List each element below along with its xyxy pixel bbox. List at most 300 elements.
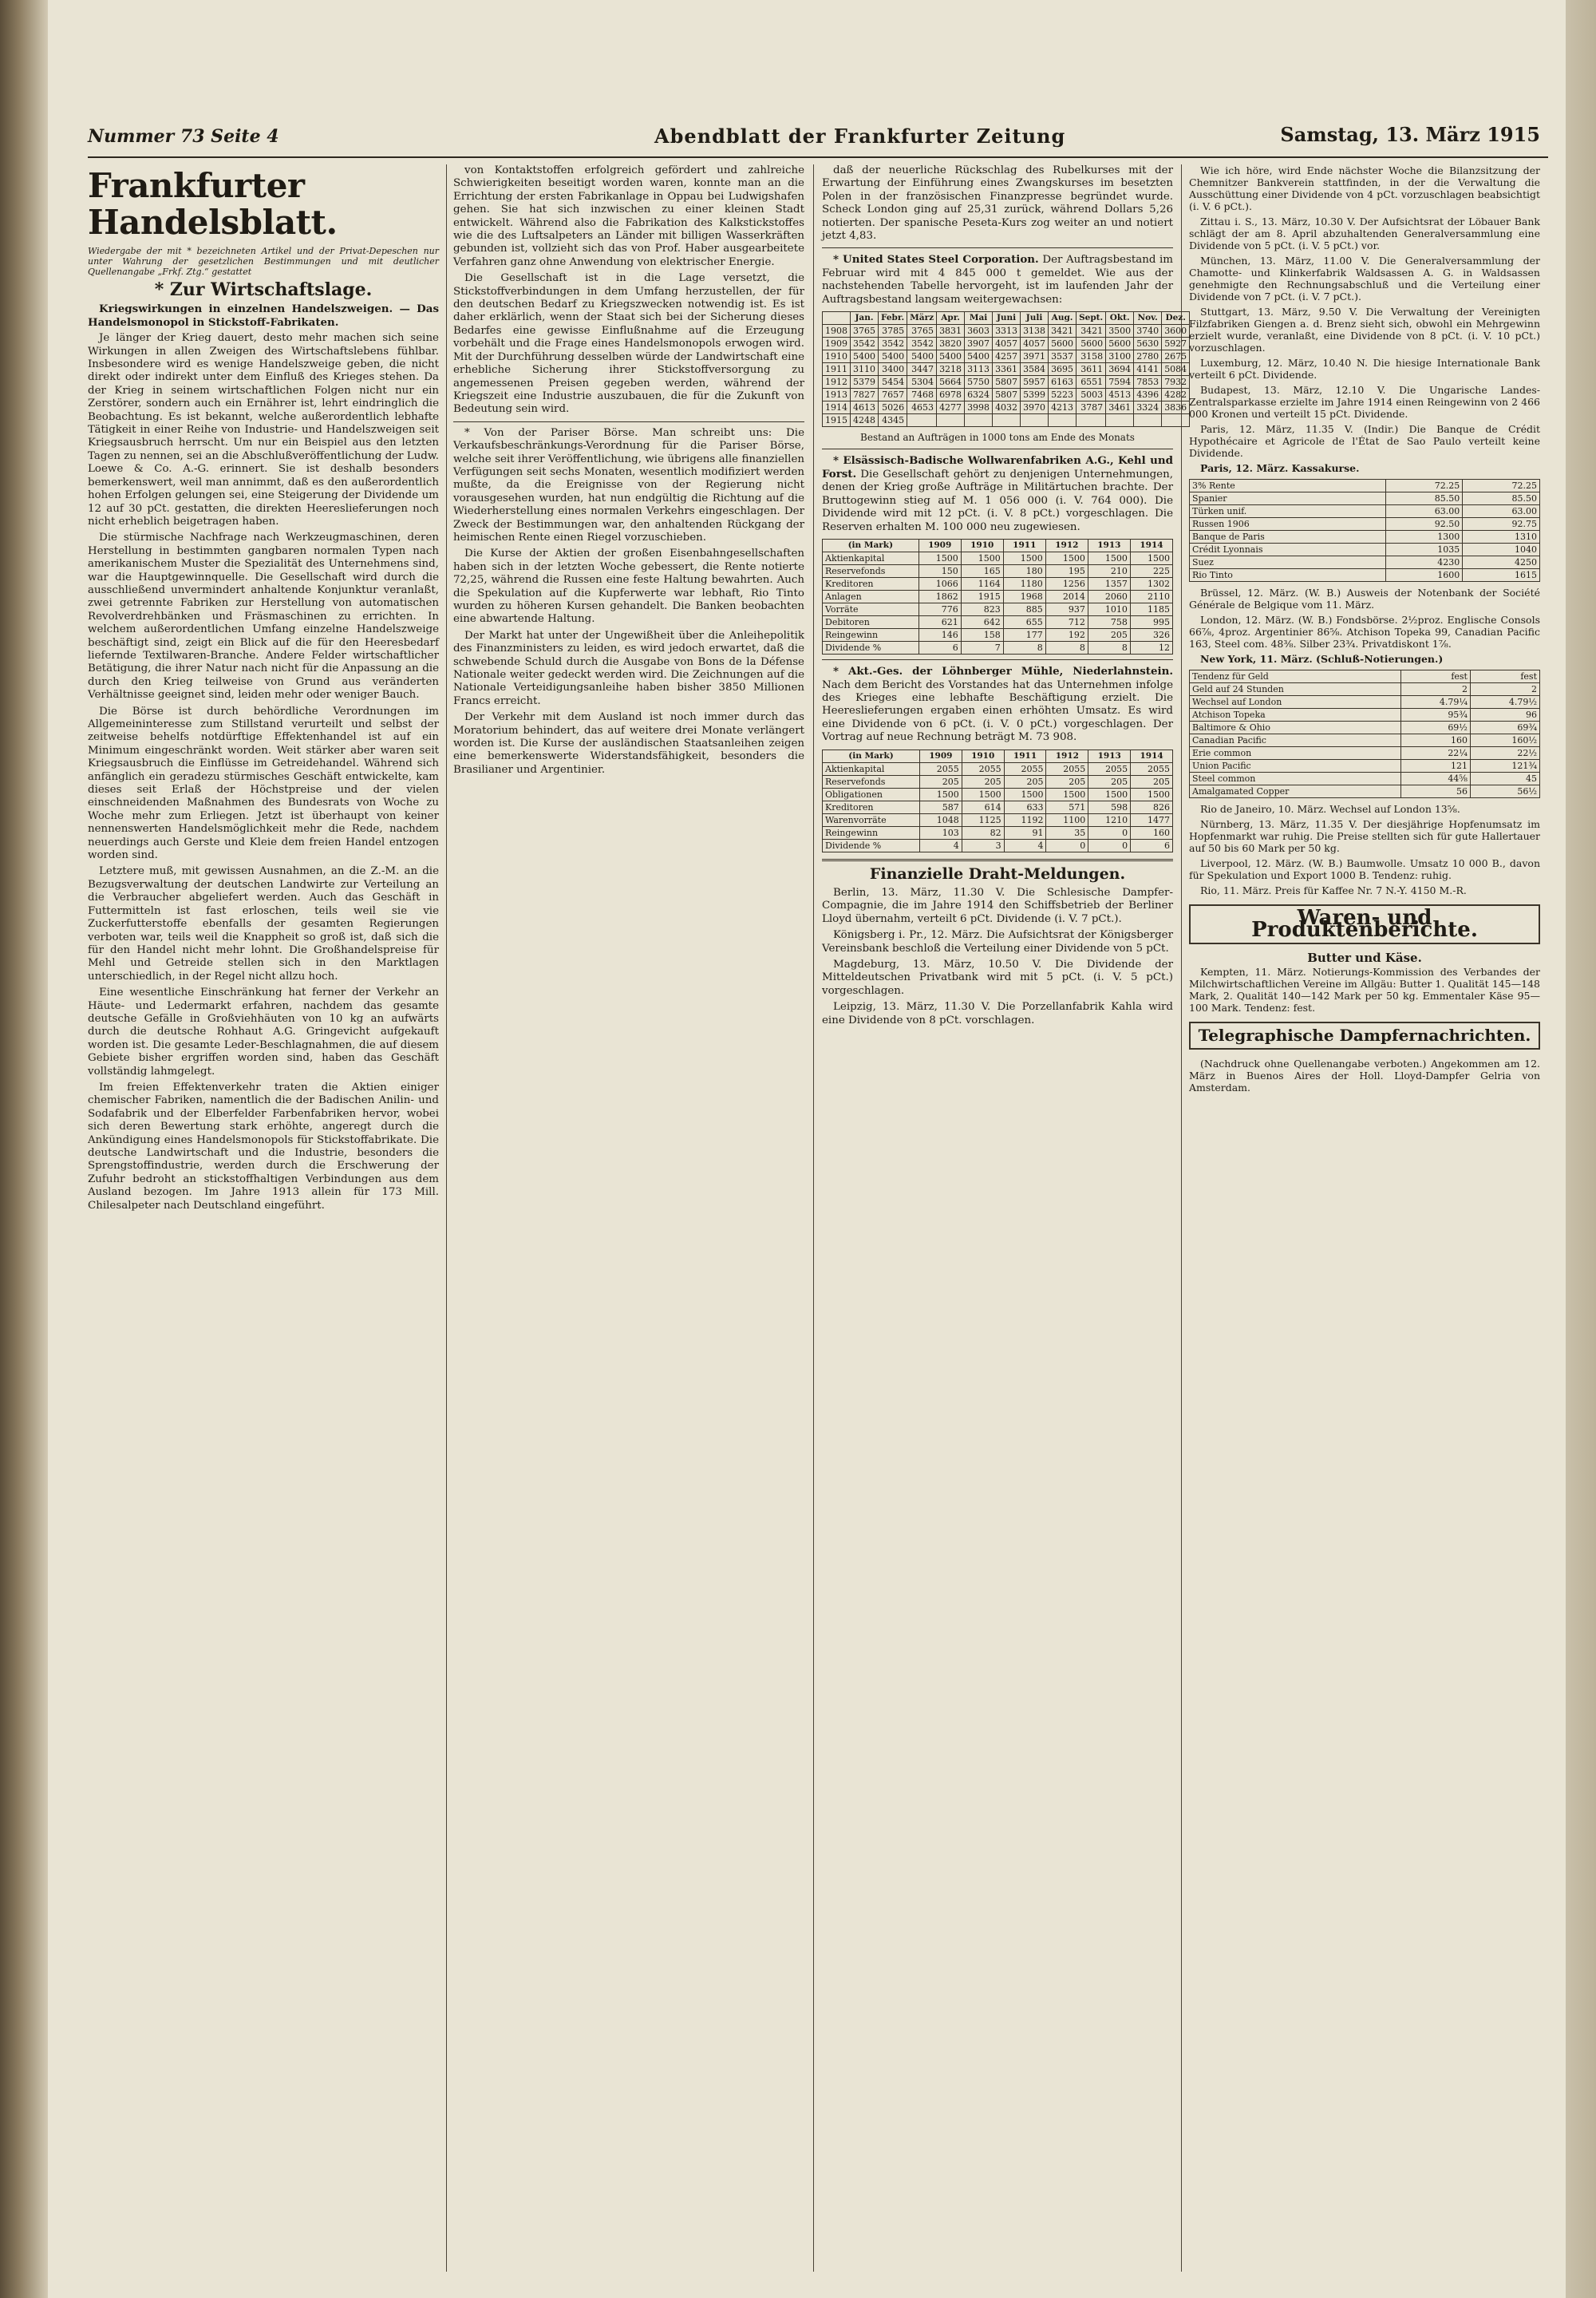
table-cell: 1185 xyxy=(1130,603,1172,616)
table-cell: 205 xyxy=(1004,775,1046,788)
table-cell: 3542 xyxy=(879,338,907,350)
news-item: Budapest, 13. März, 12.10 V. Die Ungarische Landes-Zentralsparkasse erzielte im Jahre 1914 einen Reingewinn von 2 466 000 Kronen und verteilt 15 pCt. Dividende. xyxy=(1189,384,1540,420)
table-cell: 3158 xyxy=(1077,350,1106,363)
table-cell: 642 xyxy=(961,616,1003,629)
table-cell: 146 xyxy=(918,629,961,642)
table-cell: Wechsel auf London xyxy=(1190,696,1401,709)
table-cell: 205 xyxy=(1131,775,1173,788)
article-text: Nach dem Bericht des Vorstandes hat das Unternehmen infolge des Krieges eine lebhafte Beschäftigung erzielt. Die Heereslieferungen ergaben einen erhöhten Umsatz. Es wird eine Dividende von 6 pCt. (i. V. 0 pCt.) vorgeschlagen. Der Vortrag auf neue Rechnung beträgt M. 73 908. xyxy=(822,678,1173,744)
table-row xyxy=(823,389,1190,401)
table-cell: 2055 xyxy=(962,762,1004,775)
scan-next-page-edge xyxy=(1566,0,1596,2298)
table-cell: Banque de Paris xyxy=(1190,531,1386,544)
table-cell: 1500 xyxy=(1130,552,1172,565)
table-cell: 5664 xyxy=(937,376,965,389)
table-cell: 3447 xyxy=(907,363,937,376)
table-cell: 1909 xyxy=(823,338,851,350)
table-cell: 160 xyxy=(1400,734,1470,747)
table-cell: 4250 xyxy=(1463,556,1540,569)
table-cell: 4277 xyxy=(937,401,965,414)
table-cell: 210 xyxy=(1088,565,1130,578)
news-item: Königsberg i. Pr., 12. März. Die Aufsichtsrat der Königsberger Vereinsbank beschloß die Verteilung einer Dividende von 5 pCt. xyxy=(822,929,1173,955)
table-cell: 5807 xyxy=(993,389,1021,401)
table-header-cell: Apr. xyxy=(937,312,965,325)
table-cell: 4032 xyxy=(993,401,1021,414)
table-cell: 1911 xyxy=(823,363,851,376)
table-cell: 5084 xyxy=(1162,363,1190,376)
table-cell xyxy=(1049,414,1077,427)
table-cell: 758 xyxy=(1088,616,1130,629)
table-cell: 7 xyxy=(961,642,1003,655)
table-cell xyxy=(1134,414,1162,427)
table-cell: 5400 xyxy=(879,350,907,363)
paragraph: Die Kurse der Aktien der großen Eisenbahngesellschaften haben sich in der letzten Woche gebessert, die Rente notierte 72,25, während die Russen eine feste Haltung bewahrten. Auch die Spekulation auf die Kupferwerte war lebhaft, Rio Tinto wurden zu höheren Kursen gehandelt. Die Banken beobachten eine abwartende Haltung. xyxy=(453,548,804,626)
quote-row xyxy=(1190,531,1540,544)
table-cell: Reingewinn xyxy=(823,629,919,642)
table-cell: 3611 xyxy=(1077,363,1106,376)
table-cell: 7932 xyxy=(1162,376,1190,389)
table-cell: 776 xyxy=(918,603,961,616)
table-cell: 5400 xyxy=(851,350,879,363)
news-item: Brüssel, 12. März. (W. B.) Ausweis der Notenbank der Société Générale de Belgique vom 11. März. xyxy=(1189,587,1540,611)
column-rule xyxy=(1181,164,1182,2272)
table-cell: 5223 xyxy=(1049,389,1077,401)
table-cell: 56½ xyxy=(1470,785,1539,798)
table-cell: 2675 xyxy=(1162,350,1190,363)
table-cell: 3836 xyxy=(1162,401,1190,414)
column-3 xyxy=(822,164,1187,2272)
paragraph: Der Verkehr mit dem Ausland ist noch immer durch das Moratorium behindert, das auf weitere drei Monate verlängert worden ist. Die Kurse der ausländischen Staatsanleihen zeigen eine bemerkenswerte Widerstandsfähigkeit, besonders die Brasilianer und Argentinier. xyxy=(453,711,804,776)
table-cell: 205 xyxy=(1088,775,1131,788)
table-row xyxy=(823,826,1173,839)
table-cell: 3542 xyxy=(907,338,937,350)
woll-balance-table xyxy=(822,539,1173,655)
table-cell: 5400 xyxy=(907,350,937,363)
table-cell: 5750 xyxy=(965,376,993,389)
table-row xyxy=(823,762,1173,775)
quote-row xyxy=(1190,683,1540,696)
table-cell: 205 xyxy=(1046,775,1088,788)
table-cell xyxy=(907,414,937,427)
table-row xyxy=(823,839,1173,852)
article-divider xyxy=(453,421,804,422)
table-cell: 1164 xyxy=(961,578,1003,591)
table-cell: 1914 xyxy=(823,401,851,414)
table-cell: 69½ xyxy=(1400,722,1470,734)
table-cell: 5399 xyxy=(1021,389,1049,401)
table-cell: 3218 xyxy=(937,363,965,376)
table-cell: 2 xyxy=(1400,683,1470,696)
quote-heading: Paris, 12. März. Kassakurse. xyxy=(1200,462,1360,474)
table-cell: 1500 xyxy=(1088,552,1130,565)
paragraph: Die Gesellschaft ist in die Lage versetzt, die Stickstoffverbindungen in dem Umfang herzustellen, der für den deutschen Bedarf zu Kriegszwecken notwendig ist. Es ist daher erklärlich, wenn der Staat sich bei der Sicherung dieses Bedarfes eine gewisse Einflußnahme auf die Erzeugung vorbehält und die Frage eines Handelsmonopols erwogen wird. Mit der Durchführung desselben würde der Landwirtschaft eine erhebliche Sicherung ihrer Stickstoffversorgung zu angemessenen Preisen gegeben werden, während der Kriegszeit eine Industrie auszubauen, die für die Zukunft von Bedeutung sein wird. xyxy=(453,272,804,416)
table-cell: 121 xyxy=(1400,760,1470,773)
table-cell: Kreditoren xyxy=(823,578,919,591)
column-rule xyxy=(813,164,814,2272)
quote-row xyxy=(1190,747,1540,760)
table-cell: 121¾ xyxy=(1470,760,1539,773)
article-text: Der Auftragsbestand im Februar wird mit 4 845 000 t gemeldet. Wie aus der nachstehenden Tabelle hervorgeht, ist im laufenden Jahr der Auftragsbestand langsam weitergewachsen: xyxy=(822,254,1173,306)
quote-row xyxy=(1190,773,1540,785)
table-cell xyxy=(937,414,965,427)
table-header-cell: Sept. xyxy=(1077,312,1106,325)
news-item: Rio, 11. März. Preis für Kaffee Nr. 7 N.-Y. 4150 M.-R. xyxy=(1200,884,1467,896)
table-header-cell: 1909 xyxy=(918,540,961,552)
table-cell: 2780 xyxy=(1134,350,1162,363)
table-cell: 823 xyxy=(961,603,1003,616)
table-cell: 1915 xyxy=(823,414,851,427)
news-item: München, 13. März, 11.00 V. Die Generalversammlung der Chamotte- und Klinkerfabrik Waldsassen A. G. in Waldsassen genehmigte den Rechnungsabschluß und die Verteilung einer Dividende von 7 pCt. (i. V. 7 pCt.). xyxy=(1189,255,1540,303)
table-cell: 205 xyxy=(962,775,1004,788)
table-cell: 5927 xyxy=(1162,338,1190,350)
table-cell: 7594 xyxy=(1106,376,1134,389)
table-cell: 35 xyxy=(1046,826,1088,839)
table-header-cell: 1910 xyxy=(961,540,1003,552)
table-header-cell: 1914 xyxy=(1131,750,1173,762)
table-cell: 1500 xyxy=(919,788,962,801)
paris-quotes-table xyxy=(1189,479,1540,582)
table-row xyxy=(823,325,1190,338)
table-cell: 4653 xyxy=(907,401,937,414)
table-cell: 1862 xyxy=(918,591,961,603)
table-cell: 92.75 xyxy=(1463,518,1540,531)
table-cell: 6551 xyxy=(1077,376,1106,389)
table-cell: 2060 xyxy=(1088,591,1130,603)
table-cell: 150 xyxy=(918,565,961,578)
issue-date: Samstag, 13. März 1915 xyxy=(1280,123,1540,146)
section-heading: Butter und Käse. xyxy=(1307,951,1422,965)
table-row xyxy=(823,591,1173,603)
table-cell: 3600 xyxy=(1162,325,1190,338)
table-cell: 85.50 xyxy=(1385,492,1463,505)
table-cell: 4513 xyxy=(1106,389,1134,401)
table-row xyxy=(823,338,1190,350)
table-row xyxy=(823,552,1173,565)
table-cell: Reingewinn xyxy=(823,826,920,839)
table-cell: 158 xyxy=(961,629,1003,642)
table-cell: Türken unif. xyxy=(1190,505,1386,518)
table-cell: 7468 xyxy=(907,389,937,401)
table-cell: 1500 xyxy=(1088,788,1131,801)
table-header-cell: 1909 xyxy=(919,750,962,762)
table-cell: 3324 xyxy=(1134,401,1162,414)
table-cell: 4213 xyxy=(1049,401,1077,414)
quote-row xyxy=(1190,569,1540,582)
table-cell: 6 xyxy=(1131,839,1173,852)
table-row xyxy=(823,801,1173,813)
quote-row xyxy=(1190,544,1540,556)
table-cell: 1357 xyxy=(1088,578,1130,591)
table-cell: Erie common xyxy=(1190,747,1401,760)
table-cell: 614 xyxy=(962,801,1004,813)
waren-box xyxy=(1189,904,1540,944)
table-cell xyxy=(1077,414,1106,427)
table-cell: 1300 xyxy=(1385,531,1463,544)
news-item: Paris, 12. März, 11.35 V. (Indir.) Die Banque de Crédit Hypothécaire et Agricole de l'État de Sao Paulo verteilt keine Dividende. xyxy=(1189,423,1540,459)
table-cell: 6 xyxy=(918,642,961,655)
table-cell: 1615 xyxy=(1463,569,1540,582)
article-heading: * Akt.-Ges. der Löhnberger Mühle, Niederlahnstein. xyxy=(833,665,1173,678)
article-heading: Kriegswirkungen in einzelnen Handelszweigen. — Das Handelsmonopol in Stickstoff-Fabrikaten. xyxy=(88,303,439,329)
quote-row xyxy=(1190,709,1540,722)
table-cell: 3 xyxy=(962,839,1004,852)
table-cell: Steel common xyxy=(1190,773,1401,785)
table-cell: 1302 xyxy=(1130,578,1172,591)
table-cell: 1913 xyxy=(823,389,851,401)
table-cell: Reservefonds xyxy=(823,775,920,788)
quote-heading: New York, 11. März. (Schluß-Notierungen.) xyxy=(1200,653,1444,665)
table-cell: 3820 xyxy=(937,338,965,350)
table-cell: 5400 xyxy=(937,350,965,363)
table-cell: 165 xyxy=(961,565,1003,578)
news-item: London, 12. März. (W. B.) Fondsbörse. 2½proz. Englische Consols 66⅞, 4proz. Argentinier 86⅝. Atchison Topeka 99, Canadian Pacific 163, Steel com. 48⅜. Silber 23¾. Privatdiskont 1⅞. xyxy=(1189,614,1540,650)
table-cell: 72.25 xyxy=(1385,480,1463,492)
table-cell: 5003 xyxy=(1077,389,1106,401)
table-cell: 3694 xyxy=(1106,363,1134,376)
table-cell: 4 xyxy=(919,839,962,852)
table-cell: 4396 xyxy=(1134,389,1162,401)
table-header-cell: 1914 xyxy=(1130,540,1172,552)
table-cell: 3765 xyxy=(907,325,937,338)
table-cell: 8 xyxy=(1045,642,1088,655)
news-item: Zittau i. S., 13. März, 10.30 V. Der Aufsichtsrat der Löbauer Bank schlägt der am 8. April abzuhaltenden Generalversammlung eine Dividende von 5 pCt. (i. V. 5 pCt.) vor. xyxy=(1189,216,1540,251)
table-cell: 82 xyxy=(962,826,1004,839)
table-cell: Suez xyxy=(1190,556,1386,569)
section-heading: Finanzielle Draht-Meldungen. xyxy=(869,864,1126,883)
table-cell: 4.79¼ xyxy=(1400,696,1470,709)
table-cell: Dividende % xyxy=(823,839,920,852)
quote-row xyxy=(1190,492,1540,505)
table-cell: Obligationen xyxy=(823,788,920,801)
table-row xyxy=(823,616,1173,629)
newspaper-title: Abendblatt der Frankfurter Zeitung xyxy=(654,125,1066,148)
article-divider xyxy=(822,659,1173,660)
table-cell: 4282 xyxy=(1162,389,1190,401)
table-row xyxy=(823,401,1190,414)
table-row xyxy=(823,603,1173,616)
table-cell: 1500 xyxy=(1131,788,1173,801)
table-cell: 587 xyxy=(919,801,962,813)
table-cell: 1125 xyxy=(962,813,1004,826)
table-row xyxy=(823,813,1173,826)
paragraph: Der Markt hat unter der Ungewißheit über die Anleihepolitik des Finanzministers zu leiden, es wird jedoch erwartet, daß die schwebende Schuld durch die Ausgabe von Bons de la Défense Nationale weiter gedeckt werden wird. Die Zeichnungen auf die Nationale Verteidigungsanleihe haben bisher 3850 Millionen Francs erreicht. xyxy=(453,629,804,707)
paragraph: * Von der Pariser Börse. Man schreibt uns: Die Verkaufsbeschränkungs-Verordnung für die Pariser Börse, welche seit ihrer Veröffentlichung, wie übrigens alle finanziellen Verfügungen seit sechs Monaten, wesentlich modifiziert werden mußte, da die Ereignisse von der Regierung nicht vorausgesehen wurden, hat nun endgültig die Richtung auf die Wiederherstellung eines normalen Verkehrs eingeschlagen. Der Zweck der Bestimmungen war, den anhaltenden Rückgang der heimischen Rente einen Riegel vorzuschieben. xyxy=(453,426,804,544)
table-cell: 1500 xyxy=(918,552,961,565)
table-cell: 6978 xyxy=(937,389,965,401)
column-1 xyxy=(88,164,439,2272)
table-cell: Tendenz für Geld xyxy=(1190,670,1401,683)
table-cell: 3542 xyxy=(851,338,879,350)
table-cell: 92.50 xyxy=(1385,518,1463,531)
table-header-cell: März xyxy=(907,312,937,325)
table-cell: 3603 xyxy=(965,325,993,338)
section-divider xyxy=(822,859,1173,861)
table-cell: 2014 xyxy=(1045,591,1088,603)
quote-row xyxy=(1190,696,1540,709)
table-cell: fest xyxy=(1400,670,1470,683)
table-cell: 621 xyxy=(918,616,961,629)
quote-row xyxy=(1190,785,1540,798)
table-cell: Crédit Lyonnais xyxy=(1190,544,1386,556)
table-cell xyxy=(1021,414,1049,427)
table-cell: 91 xyxy=(1004,826,1046,839)
table-header-cell: Juni xyxy=(993,312,1021,325)
quote-row xyxy=(1190,556,1540,569)
table-cell: 3740 xyxy=(1134,325,1162,338)
page-number: Nummer 73 Seite 4 xyxy=(88,126,279,147)
table-row xyxy=(823,363,1190,376)
table-cell: 3998 xyxy=(965,401,993,414)
table-cell: 1500 xyxy=(961,552,1003,565)
table-cell: Amalgamated Copper xyxy=(1190,785,1401,798)
table-cell: 45 xyxy=(1470,773,1539,785)
table-cell: 72.25 xyxy=(1463,480,1540,492)
table-cell: 1915 xyxy=(961,591,1003,603)
table-header-cell: 1911 xyxy=(1004,750,1046,762)
table-cell: 160 xyxy=(1131,826,1173,839)
table-cell: 2110 xyxy=(1130,591,1172,603)
page-header xyxy=(88,120,1548,158)
table-cell: 5807 xyxy=(993,376,1021,389)
table-header-cell: 1910 xyxy=(962,750,1004,762)
table-cell: 885 xyxy=(1003,603,1045,616)
table-row xyxy=(823,565,1173,578)
table-header-cell: Nov. xyxy=(1134,312,1162,325)
table-cell: Rio Tinto xyxy=(1190,569,1386,582)
table-cell: 7827 xyxy=(851,389,879,401)
lohn-balance-table xyxy=(822,750,1173,852)
table-cell: 571 xyxy=(1046,801,1088,813)
table-cell: 85.50 xyxy=(1463,492,1540,505)
table-cell: 655 xyxy=(1003,616,1045,629)
table-cell: 3785 xyxy=(879,325,907,338)
table-cell: 598 xyxy=(1088,801,1131,813)
table-cell: 177 xyxy=(1003,629,1045,642)
telegraph-box xyxy=(1189,1022,1540,1050)
table-cell: 3313 xyxy=(993,325,1021,338)
table-cell: Baltimore & Ohio xyxy=(1190,722,1401,734)
paragraph: Die stürmische Nachfrage nach Werkzeugmaschinen, deren Herstellung in bestimmten gangbaren normalen Typen nach amerikanischem Muster die Spezialität des Unternehmens sind, war die Hauptgewinnquelle. Die Gesellschaft wird durch die ausschließend unvermindert anhaltende Konjunktur veranlaßt, zwei getrennte Fabriken zur Herstellung von automatischen Revolverdrehbänken und Fräsmaschinen zu errichten. In welchem außerordentlichen Umfang einzelne Handelszweige beschäftigt sind, zeigt ein Blick auf die für den Heeresbedarf liefernde Textilwaren-Branche. Andere Felder wirtschaftlicher Betätigung, die ihrer Natur nach nicht für die Anpassung an die durch den Krieg teilweise von Grund aus veränderten Verhältnisse geeignet sind, leiden mehr oder weniger Bauch. xyxy=(88,532,439,702)
table-cell: 63.00 xyxy=(1463,505,1540,518)
table-cell: 3971 xyxy=(1021,350,1049,363)
table-cell: 225 xyxy=(1130,565,1172,578)
table-header-cell: Jan. xyxy=(851,312,879,325)
news-item: Nürnberg, 13. März, 11.35 V. Der diesjährige Hopfenumsatz im Hopfenmarkt war ruhig. Die Preise stellten sich für gute Hallertauer auf 50 bis 60 Mark per 50 kg. xyxy=(1189,818,1540,854)
table-cell: 3907 xyxy=(965,338,993,350)
news-item: Liverpool, 12. März. (W. B.) Baumwolle. Umsatz 10 000 B., davon für Spekulation und Export 1000 B. Tendenz: ruhig. xyxy=(1189,857,1540,881)
article-heading: * Elsässisch-Badische Wollwarenfabriken A.G., Kehl und Forst. xyxy=(822,453,1173,481)
paragraph: Im freien Effektenverkehr traten die Aktien einiger chemischer Fabriken, namentlich die der Badischen Anilin- und Sodafabrik und der Elberfelder Farbenfabriken hervor, wobei sich deren Bewertung stark erhöhte, angeregt durch die Ankündigung eines Handelsmonopols für Stickstoffabrikate. Die deutsche Landwirtschaft und die Industrie, besonders die Sprengstoffindustrie, werden durch die Erschwerung der Zufuhr bedroht an stickstoffhaltigen Verbindungen aus dem Ausland bezogen. Im Jahre 1913 allein für 173 Mill. Chilesalpeter nach Deutschland eingeführt. xyxy=(88,1081,439,1212)
column-2 xyxy=(453,164,804,2272)
scan-binding-shadow xyxy=(0,0,48,2298)
table-cell: 1912 xyxy=(823,376,851,389)
table-cell: 937 xyxy=(1045,603,1088,616)
table-cell: 4257 xyxy=(993,350,1021,363)
table-cell: 5630 xyxy=(1134,338,1162,350)
table-cell xyxy=(965,414,993,427)
table-header-cell: Mai xyxy=(965,312,993,325)
table-cell: 1035 xyxy=(1385,544,1463,556)
table-cell: 1910 xyxy=(823,350,851,363)
table-cell: 1010 xyxy=(1088,603,1130,616)
table-cell: 1310 xyxy=(1463,531,1540,544)
table-cell xyxy=(993,414,1021,427)
table-cell: 1500 xyxy=(1003,552,1045,565)
table-cell: 4057 xyxy=(993,338,1021,350)
table-cell: 69¾ xyxy=(1470,722,1539,734)
table-cell: 1048 xyxy=(919,813,962,826)
table-cell: 712 xyxy=(1045,616,1088,629)
section-heading: * Zur Wirtschaftslage. xyxy=(154,279,373,300)
table-cell xyxy=(1106,414,1134,427)
table-cell: 1100 xyxy=(1046,813,1088,826)
table-cell: 3765 xyxy=(851,325,879,338)
table-row xyxy=(823,414,1190,427)
table-cell: 5379 xyxy=(851,376,879,389)
table-cell: 205 xyxy=(919,775,962,788)
news-item: Rio de Janeiro, 10. März. Wechsel auf London 13⅝. xyxy=(1200,803,1460,815)
table-cell: 3584 xyxy=(1021,363,1049,376)
table-row xyxy=(823,788,1173,801)
table-cell: 96 xyxy=(1470,709,1539,722)
table-cell: 826 xyxy=(1131,801,1173,813)
table-header-cell: Juli xyxy=(1021,312,1049,325)
table-cell: Aktienkapital xyxy=(823,762,920,775)
table-header-cell: Okt. xyxy=(1106,312,1134,325)
table-cell: Aktienkapital xyxy=(823,552,919,565)
table-cell: 1066 xyxy=(918,578,961,591)
paragraph: von Kontaktstoffen erfolgreich gefördert und zahlreiche Schwierigkeiten beseitigt worden waren, konnte man an die Errichtung der ersten Fabrikanlage in Oppau bei Ludwigshafen gehen. Sie hat sich inzwischen zu einer kleinen Stadt entwickelt. Während also die Fabrikation des Kalkstickstoffes wie die des Luftsalpeters an Länder mit billigen Wasserkräften gebunden ist, vollzieht sich das von Prof. Haber ausgearbeitete Verfahren ganz ohne Anwendung von elektrischer Energie. xyxy=(453,164,804,268)
table-cell: 1500 xyxy=(1046,788,1088,801)
table-cell: 7853 xyxy=(1134,376,1162,389)
table-header-cell: Aug. xyxy=(1049,312,1077,325)
table-cell: 4057 xyxy=(1021,338,1049,350)
paragraph: Letztere muß, mit gewissen Ausnahmen, an die Z.-M. an die Bezugsverwaltung der deutschen Landwirte zur Verteilung an die Verbraucher abgeliefert werden. Auch das Geschäft in Futtermitteln ist fast erloschen, teils weil sie vie Zuckerfutterstoffe ebenfalls der gesamten Regierungen verboten war, teils weil die Knappheit so groß ist, daß sich die für den Handel nicht mehr lohnt. Die Großhandelspreise für Mehl und Getreide stellen sich in den Marktlagen unterschiedlich, in der Regel nicht allzu hoch. xyxy=(88,865,439,983)
newspaper-page xyxy=(56,120,1548,2283)
table-cell: 3831 xyxy=(937,325,965,338)
news-item: Leipzig, 13. März, 11.30 V. Die Porzellanfabrik Kahla wird eine Dividende von 8 pCt. vorschlagen. xyxy=(822,1001,1173,1026)
table-cell: 3361 xyxy=(993,363,1021,376)
table-cell: 2055 xyxy=(1046,762,1088,775)
table-cell: 180 xyxy=(1003,565,1045,578)
table-cell: 2 xyxy=(1470,683,1539,696)
table-cell: 5600 xyxy=(1106,338,1134,350)
table-cell: 3421 xyxy=(1077,325,1106,338)
article-heading: * United States Steel Corporation. xyxy=(833,253,1039,267)
table-row xyxy=(823,775,1173,788)
paragraph: Kempten, 11. März. Notierungs-Kommission des Verbandes der Milchwirtschaftlichen Vereine im Allgäu: Butter 1. Qualität 145—148 Mark, 2. Qualität 140—142 Mark per 50 kg. Emmentaler Käse 95—100 Mark. Tendenz: fest. xyxy=(1189,966,1540,1014)
paragraph: daß der neuerliche Rückschlag des Rubelkurses mit der Erwartung der Einführung eines Zwangskurses im besetzten Polen in der französischen Finanzpresse begründet wurde. Scheck London ging auf 25,31 zurück, während Dollars 5,26 notierten. Der spanische Peseta-Kurs zog weiter an und notiert jetzt 4,83. xyxy=(822,164,1173,243)
table-cell: 7657 xyxy=(879,389,907,401)
table-header-cell: 1913 xyxy=(1088,540,1130,552)
table-cell: 3695 xyxy=(1049,363,1077,376)
table-cell: 0 xyxy=(1088,826,1131,839)
table-row xyxy=(823,642,1173,655)
table-cell: 3% Rente xyxy=(1190,480,1386,492)
steel-orders-table xyxy=(822,311,1190,427)
table-cell: 1256 xyxy=(1045,578,1088,591)
news-item: Luxemburg, 12. März, 10.40 N. Die hiesige Internationale Bank verteilt 6 pCt. Dividende. xyxy=(1189,357,1540,381)
quote-row xyxy=(1190,480,1540,492)
table-cell: 3421 xyxy=(1049,325,1077,338)
table-cell: Vorräte xyxy=(823,603,919,616)
paragraph: Wie ich höre, wird Ende nächster Woche die Bilanzsitzung der Chemnitzer Bankverein stattfinden, in der die Verwaltung die Ausschüttung einer Dividende von 4 pCt. vorzuschlagen beabsichtigt (i. V. 6 pCt.). xyxy=(1189,164,1540,212)
table-cell: Geld auf 24 Stunden xyxy=(1190,683,1401,696)
table-cell: 192 xyxy=(1045,629,1088,642)
table-cell xyxy=(1162,414,1190,427)
table-cell: Spanier xyxy=(1190,492,1386,505)
quote-row xyxy=(1190,722,1540,734)
